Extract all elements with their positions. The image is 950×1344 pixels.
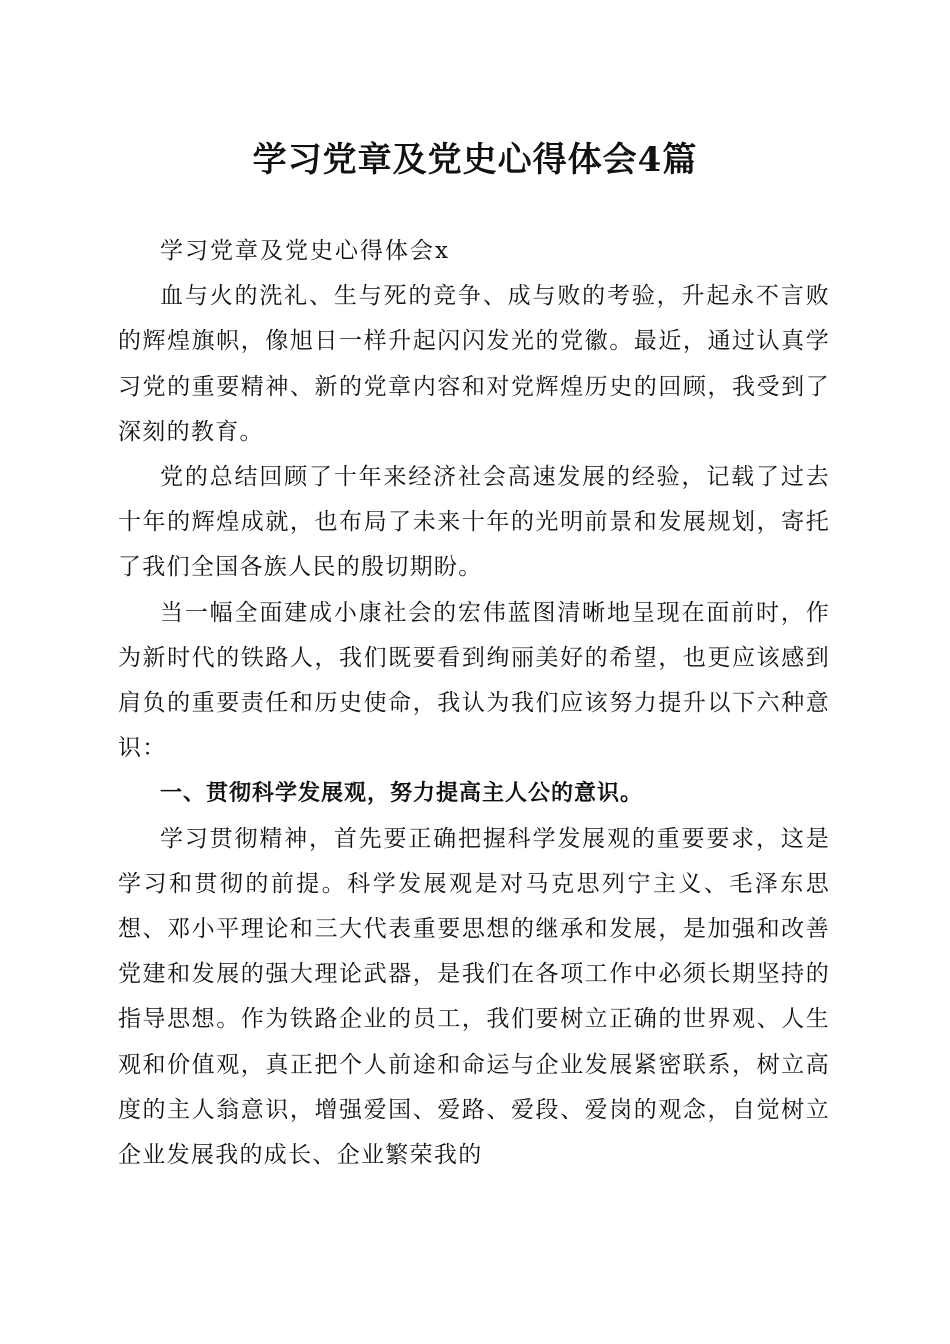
- section-heading-1: 一、贯彻科学发展观，努力提高主人公的意识。: [160, 781, 644, 807]
- paragraph-review: 党的总结回顾了十年来经济社会高速发展的经验，记载了过去十年的辉煌成就，也布局了未来十年的光明前景和发展规划，寄托了我们全国各族人民的殷切期盼。: [118, 464, 830, 581]
- paragraph-section-1: 学习贯彻精神，首先要正确把握科学发展观的重要要求，这是学习和贯彻的前提。科学发展观是对马克思列宁主义、毛泽东思想、邓小平理论和三大代表重要思想的继承和发展，是加强和改善党建和发展的强大理论武器，是我们在各项工作中必须长期坚持的指导思想。作为铁路企业的员工，我们要树立正确的世界观、人生观和价值观，真正把个人前途和命运与企业发展紧密联系，树立高度的主人翁意识，增强爱国、爱路、爱段、爱岗的观念，自觉树立企业发展我的成长、企业繁荣我的: [118, 825, 830, 1169]
- paragraph-intro: 血与火的洗礼、生与死的竞争、成与败的考验，升起永不言败的辉煌旗帜，像旭日一样升起闪闪发光的党徽。最近，通过认真学习党的重要精神、新的党章内容和对党辉煌历史的回顾，我受到了深刻的教育。: [118, 283, 830, 445]
- paragraph-blueprint: 当一幅全面建成小康社会的宏伟蓝图清晰地呈现在面前时，作为新时代的铁路人，我们既要看到绚丽美好的希望，也更应该感到肩负的重要责任和历史使命，我认为我们应该努力提升以下六种意识：: [118, 599, 830, 762]
- document-subtitle: 学习党章及党史心得体会x: [160, 238, 450, 264]
- document-title: 学习党章及党史心得体会4篇: [252, 140, 698, 180]
- document-body: [118, 229, 830, 1178]
